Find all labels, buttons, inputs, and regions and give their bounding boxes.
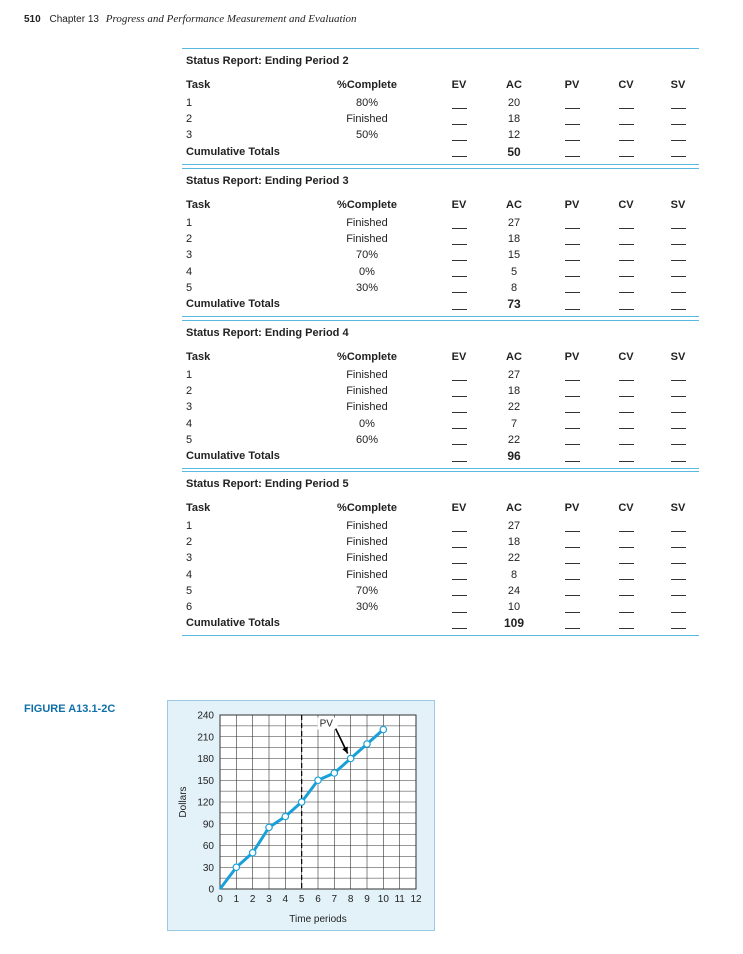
- actual-cost: 18: [507, 385, 521, 398]
- actual-cost: 7: [510, 417, 518, 430]
- page-header: [24, 13, 357, 25]
- pct-complete: Finished: [346, 369, 388, 381]
- blank-cv: [616, 215, 636, 231]
- blank-sv: [668, 111, 688, 127]
- task-number: 4: [186, 265, 193, 278]
- totals-row: [182, 615, 699, 631]
- status-report: [182, 471, 699, 636]
- blank-ev: [449, 247, 469, 263]
- pct-complete: Finished: [346, 233, 388, 246]
- blank-pv: [562, 583, 582, 599]
- total-ac: 50: [507, 144, 521, 159]
- actual-cost: 22: [507, 433, 521, 446]
- pct-complete: Finished: [346, 568, 388, 581]
- blank-ev: [449, 518, 469, 534]
- x-tick-label: 8: [347, 894, 354, 905]
- data-point: [249, 850, 255, 856]
- table-row: [182, 399, 699, 415]
- blank-cv: [616, 599, 636, 615]
- blank-pv: [562, 399, 582, 415]
- task-number: 3: [186, 129, 193, 142]
- pct-complete: 30%: [355, 281, 379, 294]
- blank-cv: [616, 583, 636, 599]
- blank-sv: [668, 550, 688, 566]
- pct-complete: Finished: [346, 520, 388, 532]
- task-number: 5: [186, 281, 193, 294]
- totals-row: [182, 448, 699, 464]
- task-number: 1: [186, 520, 193, 532]
- task-number: 5: [186, 433, 193, 446]
- totals-label: Cumulative Totals: [186, 145, 280, 158]
- pct-complete: Finished: [346, 385, 388, 398]
- y-tick-label: 210: [197, 732, 214, 744]
- col-ac: AC: [506, 199, 522, 211]
- blank-sv: [668, 567, 688, 583]
- blank-ev: [449, 615, 469, 631]
- col-cv: CV: [618, 351, 634, 363]
- blank-pv: [562, 264, 582, 280]
- task-number: 2: [186, 385, 193, 398]
- blank-cv: [616, 280, 636, 296]
- pct-complete: Finished: [346, 552, 388, 565]
- task-number: 3: [186, 552, 193, 565]
- data-point: [380, 726, 386, 732]
- blank-cv: [616, 432, 636, 448]
- blank-sv: [668, 231, 688, 247]
- blank-ev: [449, 144, 469, 160]
- blank-pv: [562, 599, 582, 615]
- blank-cv: [616, 416, 636, 432]
- blank-ev: [449, 416, 469, 432]
- pct-complete: 70%: [355, 249, 379, 262]
- blank-pv: [562, 534, 582, 550]
- y-tick-label: 90: [202, 819, 214, 831]
- data-point: [266, 824, 272, 830]
- blank-ev: [449, 111, 469, 127]
- table-header: [182, 196, 699, 215]
- actual-cost: 22: [507, 552, 521, 565]
- blank-cv: [616, 518, 636, 534]
- blank-cv: [616, 231, 636, 247]
- blank-pv: [562, 231, 582, 247]
- col-pct: %Complete: [337, 351, 397, 363]
- rule: [182, 164, 699, 165]
- blank-cv: [616, 127, 636, 143]
- blank-pv: [562, 550, 582, 566]
- table-header: [182, 348, 699, 367]
- actual-cost: 22: [507, 401, 521, 414]
- table-header: [182, 499, 699, 518]
- blank-pv: [562, 215, 582, 231]
- x-tick-label: 9: [364, 894, 370, 905]
- x-tick-label: 11: [394, 894, 405, 905]
- figure-label: FIGURE A13.1-2C: [24, 703, 116, 715]
- y-tick-label: 150: [197, 775, 214, 787]
- blank-pv: [562, 416, 582, 432]
- blank-ev: [449, 280, 469, 296]
- blank-pv: [562, 367, 582, 383]
- blank-sv: [668, 95, 688, 111]
- blank-sv: [668, 416, 688, 432]
- blank-sv: [668, 215, 688, 231]
- blank-ev: [449, 448, 469, 464]
- blank-pv: [562, 144, 582, 160]
- task-number: 6: [186, 600, 193, 613]
- blank-cv: [616, 383, 636, 399]
- data-point: [315, 777, 321, 783]
- page-number: 510: [24, 14, 41, 25]
- blank-sv: [668, 247, 688, 263]
- col-ev: EV: [451, 79, 467, 91]
- blank-pv: [562, 296, 582, 312]
- report-title: Status Report: Ending Period 3: [186, 175, 349, 187]
- table-row: [182, 534, 699, 550]
- task-number: 4: [186, 417, 193, 430]
- figure-chart: [167, 700, 435, 931]
- totals-row: [182, 296, 699, 312]
- blank-ev: [449, 383, 469, 399]
- blank-pv: [562, 567, 582, 583]
- totals-row: [182, 144, 699, 160]
- blank-sv: [668, 280, 688, 296]
- y-tick-label: 60: [202, 841, 214, 852]
- col-task: Task: [186, 351, 211, 363]
- col-pct: %Complete: [337, 199, 397, 211]
- pct-complete: 50%: [355, 129, 379, 142]
- table-row: [182, 111, 699, 127]
- x-tick-label: 12: [410, 894, 422, 905]
- blank-cv: [616, 567, 636, 583]
- blank-sv: [668, 432, 688, 448]
- col-pv: PV: [564, 502, 580, 514]
- x-tick-label: 7: [331, 894, 338, 905]
- y-tick-label: 180: [197, 754, 214, 765]
- actual-cost: 20: [507, 97, 521, 109]
- table-header: [182, 76, 699, 95]
- blank-sv: [668, 383, 688, 399]
- blank-sv: [668, 367, 688, 383]
- blank-cv: [616, 95, 636, 111]
- table-row: [182, 367, 699, 383]
- blank-pv: [562, 95, 582, 111]
- col-task: Task: [186, 79, 211, 91]
- col-ev: EV: [451, 351, 467, 363]
- pct-complete: 60%: [355, 433, 379, 446]
- actual-cost: 10: [507, 600, 521, 613]
- chapter-label: Chapter 13: [49, 14, 99, 25]
- blank-ev: [449, 550, 469, 566]
- data-point: [347, 755, 353, 761]
- x-tick-label: 2: [249, 894, 256, 905]
- totals-label: Cumulative Totals: [186, 449, 280, 462]
- col-ev: EV: [451, 502, 467, 514]
- x-tick-label: 10: [377, 894, 389, 905]
- table-row: [182, 247, 699, 263]
- col-task: Task: [186, 199, 211, 211]
- blank-ev: [449, 215, 469, 231]
- col-cv: CV: [618, 502, 634, 514]
- table-row: [182, 280, 699, 296]
- report-title: Status Report: Ending Period 4: [186, 327, 349, 339]
- col-task: Task: [186, 502, 211, 514]
- pct-complete: Finished: [346, 401, 388, 414]
- blank-sv: [668, 264, 688, 280]
- rule: [182, 468, 699, 469]
- table-row: [182, 518, 699, 534]
- blank-cv: [616, 399, 636, 415]
- pct-complete: Finished: [346, 113, 388, 126]
- totals-label: Cumulative Totals: [186, 617, 280, 630]
- blank-cv: [616, 550, 636, 566]
- blank-pv: [562, 432, 582, 448]
- x-axis-label: Time periods: [289, 914, 347, 925]
- table-row: [182, 550, 699, 566]
- total-ac: 73: [507, 296, 521, 311]
- table-row: [182, 432, 699, 448]
- blank-ev: [449, 127, 469, 143]
- table-row: [182, 215, 699, 231]
- pct-complete: 0%: [359, 417, 375, 430]
- y-tick-label: 30: [202, 862, 214, 874]
- blank-pv: [562, 111, 582, 127]
- chapter-title: Progress and Performance Measurement and Evaluation: [105, 13, 357, 25]
- task-number: 3: [186, 249, 193, 262]
- actual-cost: 8: [510, 281, 518, 294]
- blank-ev: [449, 95, 469, 111]
- pct-complete: Finished: [346, 217, 388, 229]
- col-ac: AC: [506, 502, 522, 514]
- col-cv: CV: [618, 199, 634, 211]
- table-row: [182, 264, 699, 280]
- task-number: 2: [186, 113, 193, 126]
- actual-cost: 5: [510, 265, 518, 278]
- table-row: [182, 231, 699, 247]
- blank-sv: [668, 583, 688, 599]
- x-tick-label: 4: [282, 894, 289, 905]
- col-sv: SV: [670, 502, 686, 514]
- actual-cost: 18: [507, 113, 521, 126]
- blank-sv: [668, 127, 688, 143]
- col-pv: PV: [564, 199, 580, 211]
- y-tick-label: 0: [208, 884, 214, 896]
- pct-complete: 80%: [355, 97, 379, 109]
- blank-pv: [562, 247, 582, 263]
- actual-cost: 8: [510, 568, 518, 581]
- pv-annotation-label: PV: [319, 718, 333, 730]
- data-point: [298, 799, 304, 805]
- blank-ev: [449, 296, 469, 312]
- blank-ev: [449, 534, 469, 550]
- blank-ev: [449, 399, 469, 415]
- pct-complete: 0%: [359, 265, 375, 278]
- blank-sv: [668, 615, 688, 631]
- data-point: [282, 813, 288, 819]
- blank-sv: [668, 518, 688, 534]
- table-row: [182, 383, 699, 399]
- blank-cv: [616, 367, 636, 383]
- x-tick-label: 5: [298, 894, 305, 905]
- col-ev: EV: [451, 199, 467, 211]
- col-pv: PV: [564, 79, 580, 91]
- blank-pv: [562, 518, 582, 534]
- blank-ev: [449, 432, 469, 448]
- y-tick-label: 120: [197, 797, 214, 809]
- blank-ev: [449, 583, 469, 599]
- task-number: 2: [186, 536, 193, 549]
- blank-cv: [616, 144, 636, 160]
- task-number: 5: [186, 584, 193, 597]
- status-report: [182, 168, 699, 317]
- blank-ev: [449, 567, 469, 583]
- actual-cost: 18: [507, 233, 521, 246]
- table-row: [182, 416, 699, 432]
- blank-cv: [616, 448, 636, 464]
- rule: [182, 635, 699, 636]
- pv-chart: [168, 701, 434, 930]
- actual-cost: 27: [507, 217, 521, 229]
- col-ac: AC: [506, 351, 522, 363]
- col-pv: PV: [564, 351, 580, 363]
- blank-sv: [668, 534, 688, 550]
- table-row: [182, 95, 699, 111]
- task-number: 4: [186, 568, 193, 581]
- col-pct: %Complete: [337, 502, 397, 514]
- actual-cost: 27: [507, 369, 521, 381]
- col-sv: SV: [670, 79, 686, 91]
- blank-sv: [668, 448, 688, 464]
- task-number: 1: [186, 97, 193, 109]
- table-row: [182, 599, 699, 615]
- status-report: [182, 48, 699, 165]
- pct-complete: 70%: [355, 584, 379, 597]
- pct-complete: 30%: [355, 600, 379, 613]
- blank-sv: [668, 296, 688, 312]
- pct-complete: Finished: [346, 536, 388, 549]
- blank-cv: [616, 296, 636, 312]
- actual-cost: 12: [507, 129, 521, 142]
- col-sv: SV: [670, 199, 686, 211]
- y-axis-label: Dollars: [178, 786, 189, 818]
- rule: [182, 316, 699, 317]
- blank-cv: [616, 534, 636, 550]
- task-number: 1: [186, 217, 193, 229]
- total-ac: 109: [503, 616, 525, 631]
- col-sv: SV: [670, 351, 686, 363]
- data-point: [331, 770, 337, 776]
- blank-sv: [668, 599, 688, 615]
- blank-pv: [562, 280, 582, 296]
- blank-ev: [449, 231, 469, 247]
- x-tick-label: 6: [315, 894, 321, 905]
- x-tick-label: 0: [217, 894, 223, 905]
- table-row: [182, 127, 699, 143]
- blank-pv: [562, 448, 582, 464]
- y-tick-label: 240: [197, 710, 214, 722]
- actual-cost: 18: [507, 536, 521, 549]
- blank-pv: [562, 383, 582, 399]
- col-pct: %Complete: [337, 79, 397, 91]
- x-tick-label: 3: [266, 894, 272, 905]
- blank-cv: [616, 615, 636, 631]
- task-number: 2: [186, 233, 193, 246]
- table-row: [182, 583, 699, 599]
- task-number: 1: [186, 369, 193, 381]
- blank-ev: [449, 599, 469, 615]
- actual-cost: 15: [507, 249, 521, 262]
- blank-cv: [616, 247, 636, 263]
- x-tick-label: 1: [233, 894, 240, 905]
- col-ac: AC: [506, 79, 522, 91]
- task-number: 3: [186, 401, 193, 414]
- report-title: Status Report: Ending Period 2: [186, 55, 349, 67]
- actual-cost: 27: [507, 520, 521, 532]
- blank-sv: [668, 399, 688, 415]
- blank-pv: [562, 615, 582, 631]
- blank-ev: [449, 367, 469, 383]
- status-report: [182, 320, 699, 469]
- data-point: [233, 864, 239, 870]
- total-ac: 96: [507, 448, 521, 463]
- blank-ev: [449, 264, 469, 280]
- report-title: Status Report: Ending Period 5: [186, 478, 349, 490]
- actual-cost: 24: [507, 584, 521, 597]
- col-cv: CV: [618, 79, 634, 91]
- table-row: [182, 567, 699, 583]
- blank-cv: [616, 111, 636, 127]
- blank-pv: [562, 127, 582, 143]
- data-point: [364, 741, 370, 747]
- blank-cv: [616, 264, 636, 280]
- totals-label: Cumulative Totals: [186, 297, 280, 310]
- blank-sv: [668, 144, 688, 160]
